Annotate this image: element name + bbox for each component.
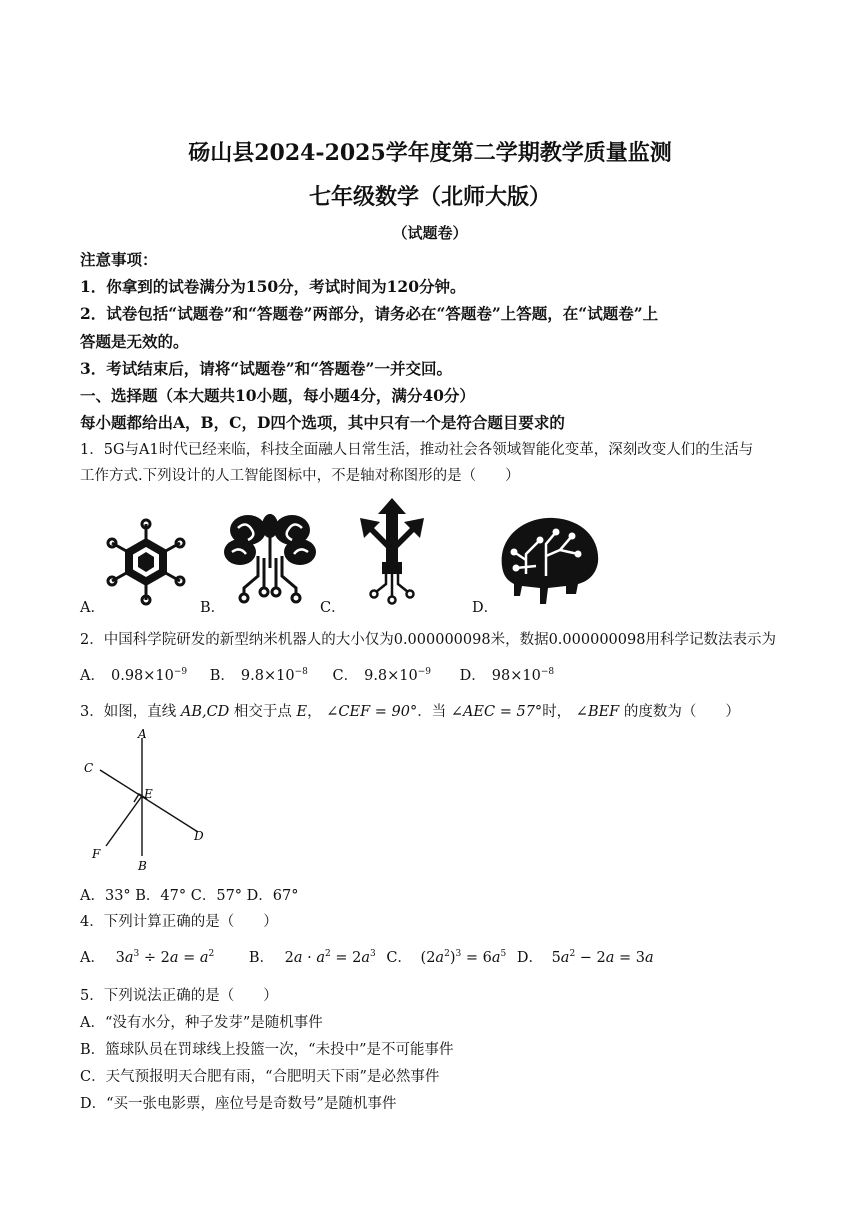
q2-options (80, 664, 554, 685)
q3-label-a: A (138, 728, 147, 741)
q4-option-b-expr: $2a \cdot a^2 = 2a^3$ (284, 949, 376, 966)
q4-options (80, 946, 654, 967)
q3-angle1: ∠CEF = 90° (326, 704, 418, 720)
exam-paper-type: （试题卷） (392, 224, 468, 242)
q1-option-a-label: A． (80, 600, 105, 616)
q5-option-d: D．“买一张电影票，座位号是奇数号”是随机事件 (80, 1096, 397, 1112)
q3-label-d: D (194, 829, 204, 843)
notice-item-2a: 2．试卷包括“试题卷”和“答题卷”两部分，请务必在“答题卷”上答题，在“试题卷”上 (80, 304, 659, 323)
q2-option-d: 98×10 (491, 668, 541, 684)
q3-stem-pre: 3．如图，直线 (80, 704, 177, 720)
q3-options: A．33° B．47° C．57° D．67° (80, 888, 299, 904)
q4-option-c-label: C． (386, 950, 412, 966)
q3-stem-end: 的度数为（ ） (623, 704, 740, 720)
q1-brain-silhouette-icon (496, 514, 602, 606)
section-instruction: 每小题都给出A，B，C，D四个选项，其中只有一个是符合题目要求的 (80, 413, 565, 432)
q3-label-e: E (144, 787, 153, 801)
q4-option-c-expr: $(2a^2)^3 = 6a^5$ (420, 949, 507, 966)
q2-option-a-label: A． (80, 668, 105, 684)
q1-hexagon-network-icon (104, 518, 188, 606)
notice-item-1: 1．你拿到的试卷满分为150分，考试时间为120分钟。 (80, 277, 466, 296)
q2-option-c: 9.8×10 (364, 668, 418, 684)
q5-option-c: C．天气预报明天合肥有雨，“合肥明天下雨”是必然事件 (80, 1069, 440, 1085)
q4-option-a-label: A． (80, 950, 105, 966)
q4-option-a-expr: $3a^3 \div 2a = a^2$ (115, 949, 215, 966)
notice-item-3: 3．考试结束后，请将“试题卷”和“答题卷”一并交回。 (80, 359, 452, 378)
q3-angle2: ∠AEC = 57° (450, 704, 543, 720)
q2-option-c-exponent: −9 (417, 667, 432, 678)
section-heading: 一、选择题（本大题共10小题，每小题4分，满分40分） (80, 386, 475, 405)
q3-point: E (296, 704, 308, 720)
q2-option-d-label: D． (459, 668, 486, 684)
q3-stem-mid2: ， (307, 704, 322, 720)
q4-option-b-label: B． (248, 950, 274, 966)
q4-stem: 4．下列计算正确的是（ ） (80, 914, 278, 930)
q2-option-c-label: C． (332, 668, 359, 684)
q5-option-a: A．“没有水分，种子发芽”是随机事件 (80, 1015, 323, 1031)
q3-label-c: C (84, 761, 94, 775)
q5-stem: 5．下列说法正确的是（ ） (80, 988, 278, 1004)
q5-option-b: B．篮球队员在罚球线上投篮一次，“未投中”是不可能事件 (80, 1042, 454, 1058)
q3-angle3: ∠BEF (575, 704, 620, 720)
notice-heading: 注意事项： (80, 250, 158, 269)
q2-option-a: 0.98×10 (110, 668, 174, 684)
notice-item-2b: 答题是无效的。 (80, 332, 189, 351)
q1-stem-line1: 1．5G与A1时代已经来临，科技全面融人日常生活，推动社会各领域智能化变革，深刻改变人们的生活与 (80, 442, 754, 458)
q1-option-b-label: B． (200, 600, 226, 616)
q3-lines: AB,CD (180, 704, 230, 720)
q2-option-b: 9.8×10 (240, 668, 295, 684)
q3-stem-mid1: 相交于点 (233, 704, 292, 720)
q3-label-b: B (138, 859, 147, 873)
q1-option-d-label: D． (472, 600, 499, 616)
q2-option-d-exponent: −8 (540, 667, 555, 678)
q1-arrows-circuit-icon (344, 496, 440, 608)
q3-geometry-figure (80, 728, 210, 876)
q2-stem: 2．中国科学院研发的新型纳米机器人的大小仅为0.000000098米，数据0.000000098用科学记数法表示为 (80, 632, 776, 648)
q3-stem (80, 700, 740, 721)
q2-option-b-exponent: −8 (294, 667, 308, 678)
exam-subtitle: 七年级数学（北师大版） (308, 184, 551, 210)
q1-option-c-label: C． (320, 600, 346, 616)
q4-option-d-expr: $5a^2 - 2a = 3a$ (551, 949, 654, 966)
q3-stem-mid3: ．当 (417, 704, 447, 720)
q2-option-a-exponent: −9 (173, 667, 188, 678)
q3-label-f: F (92, 847, 101, 861)
q2-option-b-label: B． (209, 668, 235, 684)
q1-stem-line2: 工作方式.下列设计的人工智能图标中，不是轴对称图形的是（ ） (80, 468, 520, 484)
q3-stem-mid4: 时， (542, 704, 572, 720)
q4-option-d-label: D． (516, 950, 543, 966)
exam-title: 砀山县2024-2025学年度第二学期教学质量监测 (188, 140, 672, 166)
q1-brain-circuit-icon (220, 508, 320, 608)
